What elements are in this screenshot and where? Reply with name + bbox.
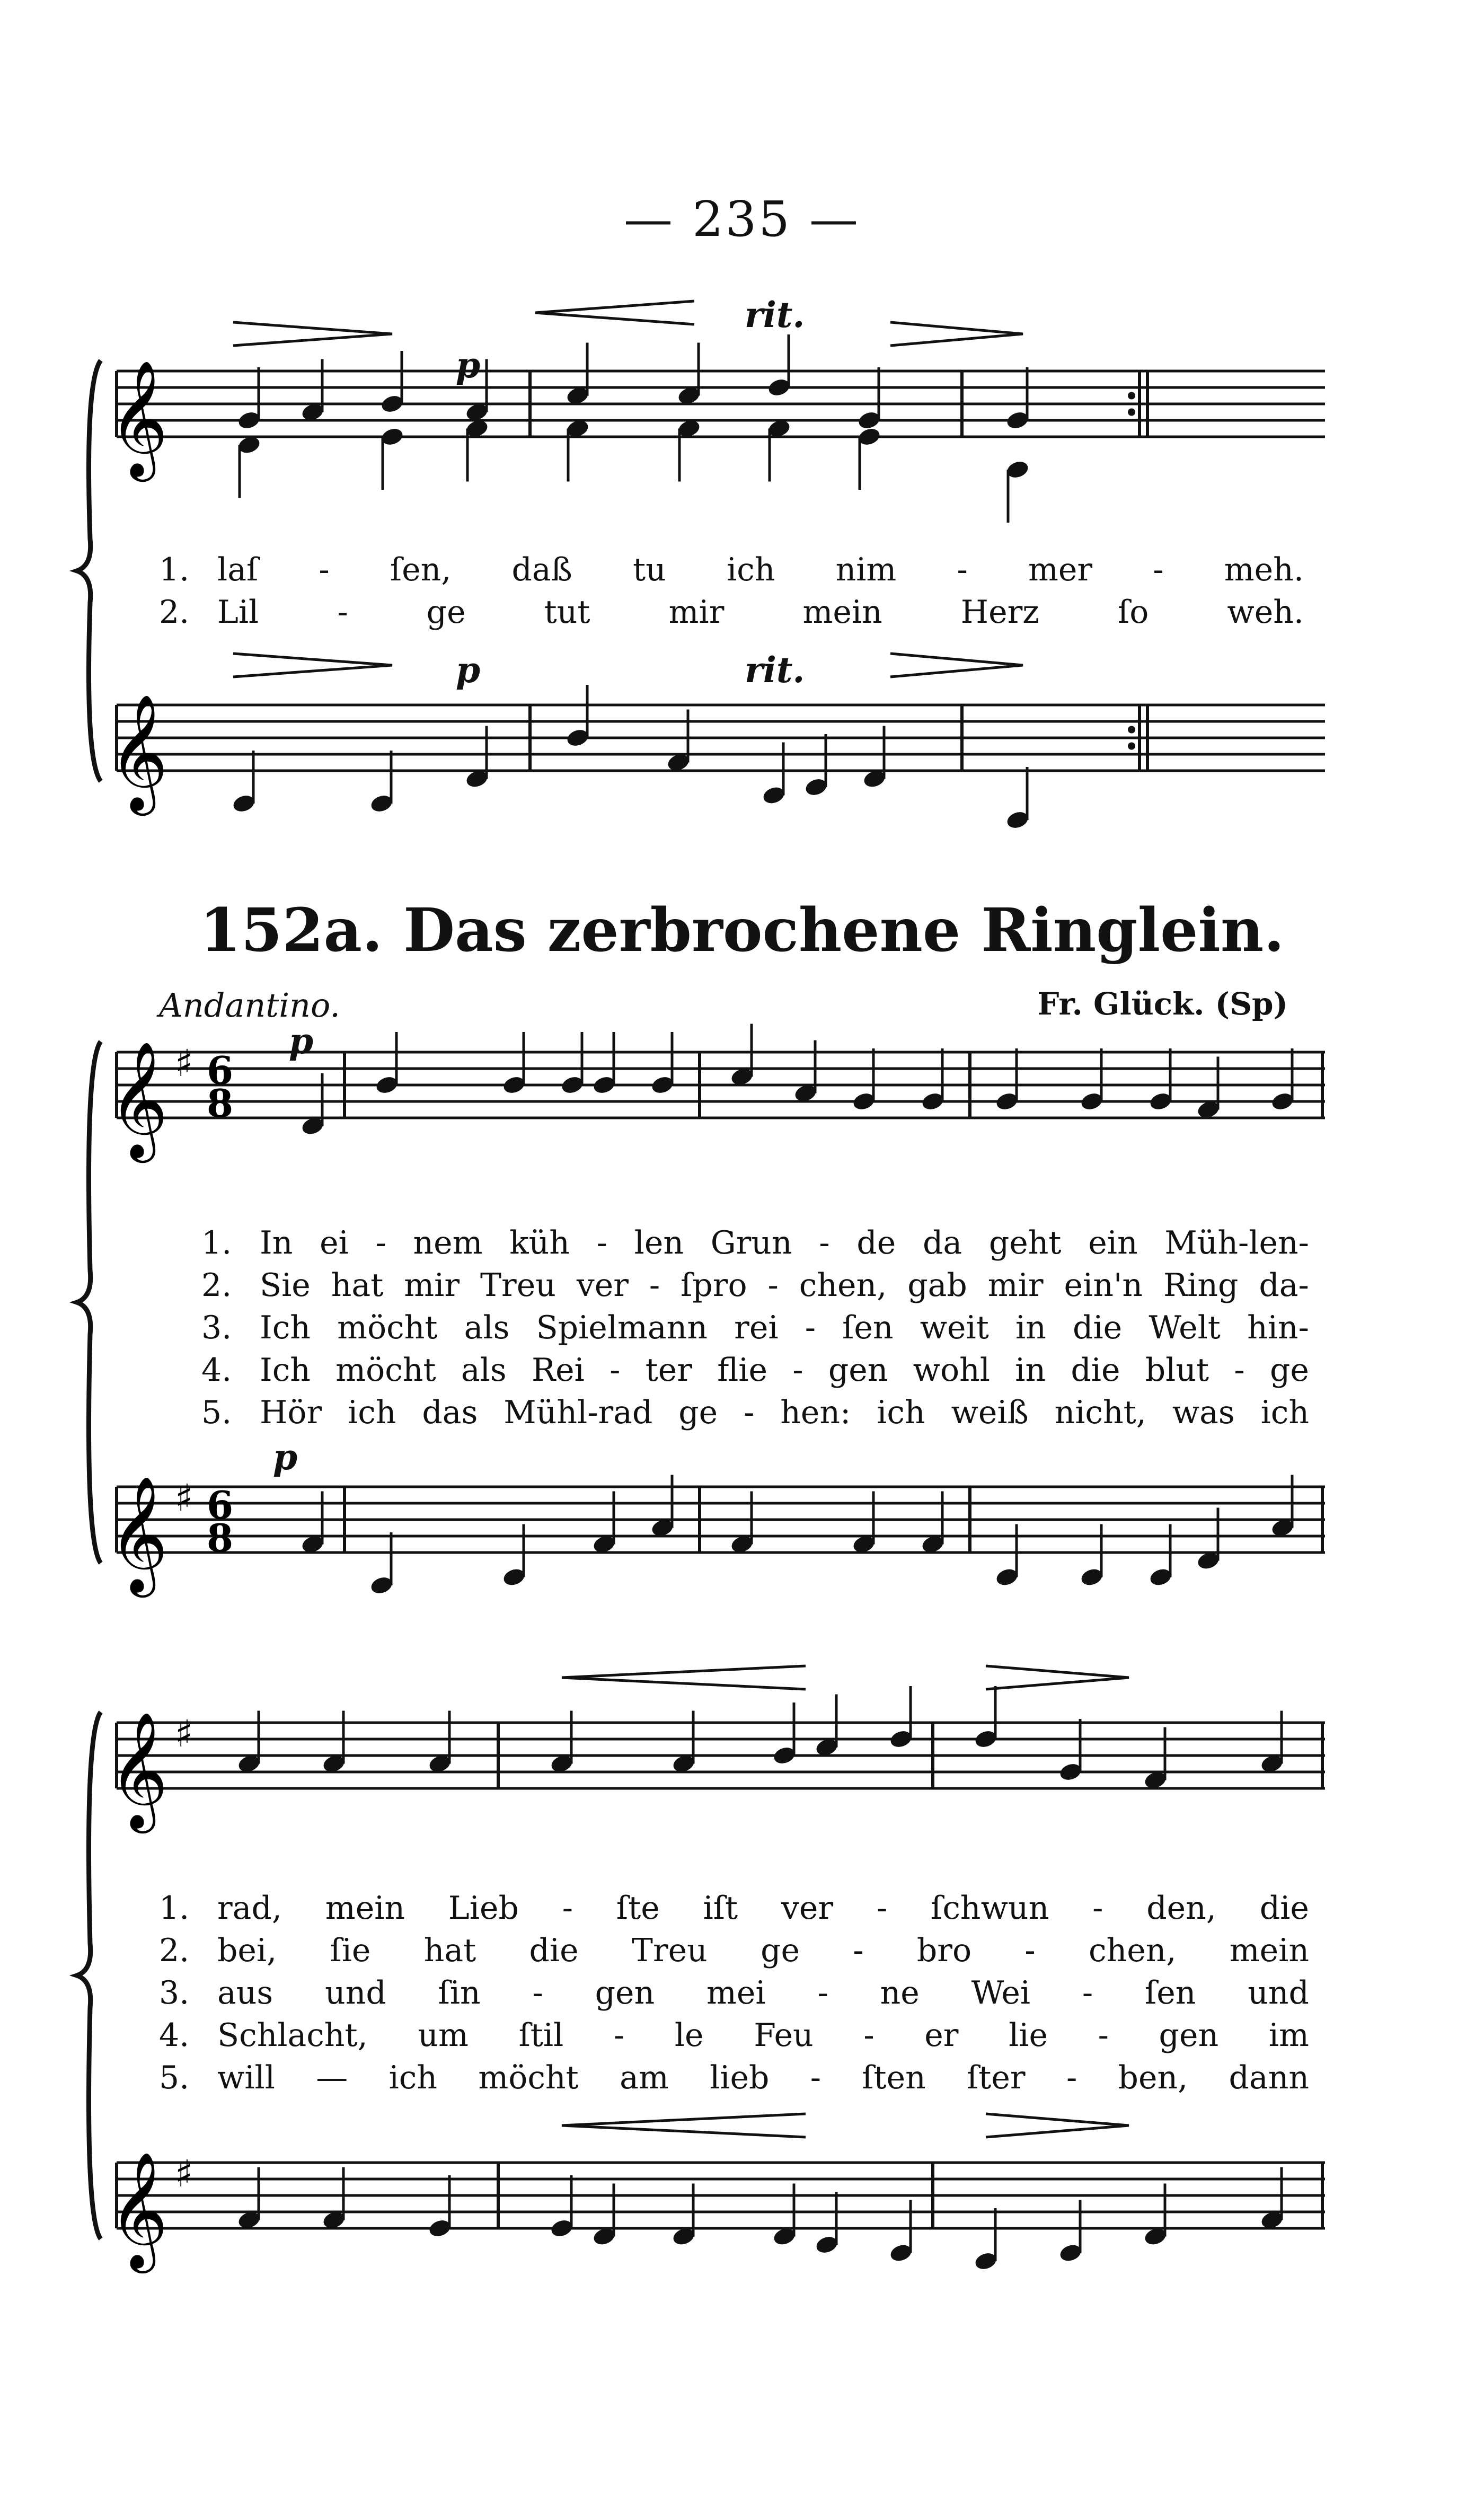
crescendo-hairpin [562,1666,806,1689]
lyric-syllable: geht [988,1224,1062,1262]
verse-words [217,2017,1309,2054]
lyric-syllable: mei [706,1974,766,2012]
verse-number: 2. [201,1267,232,1304]
lyric-syllable: ſchwun [931,1890,1049,1927]
lyric-syllable: - [1082,1974,1093,2012]
lyric-syllable: - [876,1890,888,1927]
lyric-syllable: ge [1269,1352,1309,1389]
verse-number: 4. [159,2017,190,2054]
lyric-syllable: da [922,1224,962,1262]
lyric-syllable: ge [426,594,466,631]
diminuendo-hairpin [986,1666,1129,1689]
lyric-syllable: hin- [1247,1309,1309,1346]
repeat-dot [1128,743,1135,750]
lyric-syllable: mir [987,1267,1044,1304]
lyric-syllable: in [1015,1352,1046,1389]
lyric-syllable: Sie [260,1267,311,1304]
lyric-syllable: rei [734,1309,779,1346]
lyric-syllable: um [418,2017,469,2054]
lyric-syllable: weit [920,1309,989,1346]
lyric-syllable: - [1066,2059,1077,2096]
lyric-syllable: mein [802,594,882,631]
lyric-syllable: ge [678,1394,718,1431]
verse-words [217,1974,1309,2012]
lyric-syllable: Wei [971,1974,1031,2012]
lyric-syllable: aus [217,1974,273,2012]
lyric-syllable: - [744,1394,755,1431]
verse-words [217,2059,1309,2096]
verse-words [217,1890,1309,1927]
lyric-syllable: dann [1229,2059,1309,2096]
lyric-syllable: Hör [260,1394,322,1431]
verse-number: 1. [159,551,190,588]
lyric-syllable: als [461,1352,507,1389]
verse-words [217,551,1304,588]
lyric-syllable: ſen [842,1309,894,1346]
lyric-syllable: den, [1146,1890,1216,1927]
song-system1-verse-4 [201,1352,1309,1389]
repeat-dot [1128,726,1135,734]
lyric-syllable: - [649,1267,660,1304]
lyric-syllable: rad, [217,1890,282,1927]
lyric-syllable: was [1172,1394,1235,1431]
lyric-syllable: ich [1260,1394,1309,1431]
lyric-syllable: Ich [260,1352,311,1389]
lyric-syllable: mer [1028,551,1093,588]
lyric-syllable: - [805,1309,816,1346]
lyric-syllable: ich [726,551,775,588]
lyric-syllable: Welt [1149,1309,1221,1346]
lyric-syllable: hen: [780,1394,851,1431]
verse-words [260,1267,1309,1304]
song-system2-verse-5 [159,2059,1309,2096]
lyric-syllable: die [1259,1890,1309,1927]
lyric-syllable: Spielmann [536,1309,708,1346]
verse-number: 1. [201,1224,232,1262]
lyric-syllable: tut [544,594,590,631]
lyric-syllable: er [924,2017,959,2054]
lyric-syllable: - [610,1352,621,1389]
treble-clef: 𝄞 [109,2151,169,2268]
lyric-syllable: ſter [967,2059,1026,2096]
treble-clef: 𝄞 [109,1711,169,1828]
lyric-syllable: ſen, [390,551,452,588]
lyric-syllable: - [1098,2017,1109,2054]
tempo-marking: Andantino. [159,986,340,1025]
lyric-syllable: am [620,2059,669,2096]
lyric-syllable: ſten [862,2059,926,2096]
diminuendo-hairpin [890,654,1023,677]
song-system2-verse-4 [159,2017,1309,2054]
diminuendo-hairpin [986,2114,1129,2137]
repeat-dot [1128,409,1135,416]
lyric-syllable: - [1024,1932,1036,1969]
ritardando-top-piano: rit. [745,649,805,691]
lyric-syllable: lieb [710,2059,770,2096]
lyric-syllable: ich [388,2059,438,2096]
song-title: 152a. Das zerbrochene Ringlein. [199,896,1285,965]
lyric-syllable: ein [1088,1224,1138,1262]
lyric-syllable: Herz [960,594,1039,631]
treble-clef: 𝄞 [109,359,169,477]
lyric-syllable: hat [331,1267,384,1304]
system-brace [77,1712,101,2239]
verse-number: 5. [159,2059,190,2096]
composer-credit: Fr. Glück. (Sp) [1037,986,1288,1022]
song-system2-verse-1 [159,1890,1309,1927]
lyric-syllable: ſen [1145,1974,1196,2012]
lyric-syllable: Müh-len- [1164,1224,1309,1262]
lyric-syllable: - [562,1890,573,1927]
page-number: — 235 — [623,191,861,248]
lyric-syllable: ver [576,1267,629,1304]
lyric-syllable: Lil [217,594,259,631]
top-verse-2 [159,594,1304,631]
lyric-syllable: weh. [1227,594,1304,631]
key-signature-sharp: ♯ [175,1712,193,1756]
lyric-syllable: Mühl-rad [504,1394,653,1431]
verse-words [260,1352,1309,1389]
repeat-dot [1128,392,1135,400]
lyric-syllable: und [1248,1974,1309,2012]
lyric-syllable: als [464,1309,510,1346]
verse-words [217,1932,1309,1969]
top-verse-1 [159,551,1304,588]
lyric-syllable: im [1268,2017,1309,2054]
lyric-syllable: chen, [1088,1932,1177,1969]
lyric-syllable: de [856,1224,896,1262]
lyric-syllable: die [1071,1352,1120,1389]
song-system2-verse-3 [159,1974,1309,2012]
diminuendo-hairpin [890,322,1023,346]
verse-words [260,1394,1309,1431]
lyric-syllable: blut [1145,1352,1209,1389]
lyric-syllable: chen, [799,1267,887,1304]
song-system2-verse-2 [159,1932,1309,1969]
lyric-syllable: ne [880,1974,920,2012]
lyric-syllable: mein [1229,1932,1309,1969]
lyric-syllable: - [337,594,348,631]
lyric-syllable: - [767,1267,779,1304]
verse-number: 2. [159,1932,190,1969]
lyric-syllable: gen [828,1352,888,1389]
lyric-syllable: ſin [438,1974,481,2012]
verse-number: 4. [201,1352,232,1389]
lyric-syllable: Rei [531,1352,585,1389]
lyric-syllable: mir [404,1267,460,1304]
lyric-syllable: wohl [913,1352,990,1389]
lyric-syllable: ſte [616,1890,660,1927]
treble-clef: 𝄞 [109,693,169,810]
lyric-syllable: flie [717,1352,767,1389]
lyric-syllable: - [532,1974,543,2012]
crescendo-hairpin [535,301,694,324]
lyric-syllable: bei, [217,1932,277,1969]
diminuendo-hairpin [233,322,392,346]
song-system1-verse-1 [201,1224,1309,1262]
key-signature-sharp: ♯ [175,1042,193,1085]
lyric-syllable: Treu [631,1932,708,1969]
verse-words [217,594,1304,631]
dynamic-piano-song-piano: p [273,1436,298,1478]
system-brace [77,1042,101,1563]
lyric-syllable: weiß [951,1394,1029,1431]
lyric-syllable: - [817,1974,828,2012]
lyric-syllable: ben, [1118,2059,1188,2096]
lyric-syllable: laſ [217,551,259,588]
lyric-syllable: - [319,551,330,588]
time-signature-den: 8 [207,1515,234,1560]
lyric-syllable: - [810,2059,821,2096]
crescendo-hairpin [562,2114,806,2137]
lyric-syllable: - [596,1224,607,1262]
lyric-syllable: le [674,2017,704,2054]
lyric-syllable: Ich [260,1309,311,1346]
lyric-syllable: ſo [1117,594,1149,631]
lyric-syllable: und [325,1974,386,2012]
lyric-syllable: nicht, [1054,1394,1146,1431]
lyric-syllable: ſie [330,1932,371,1969]
verse-words [260,1309,1309,1346]
lyric-syllable: - [957,551,968,588]
lyric-syllable: ter [645,1352,692,1389]
lyric-syllable: Ring [1163,1267,1239,1304]
lyric-syllable: hat [423,1932,476,1969]
treble-clef: 𝄞 [109,1040,169,1158]
lyric-syllable: das [422,1394,478,1431]
lyric-syllable: ein'n [1064,1267,1143,1304]
lyric-syllable: - [1234,1352,1245,1389]
lyric-syllable: iſt [703,1890,738,1927]
time-signature-num: 6 [207,1048,234,1093]
system-brace [77,360,101,781]
lyric-syllable: - [863,2017,874,2054]
lyric-syllable: da- [1259,1267,1309,1304]
lyric-syllable: len [634,1224,684,1262]
lyric-syllable: ich [348,1394,396,1431]
lyric-syllable: möcht [335,1352,436,1389]
verse-number: 5. [201,1394,232,1431]
lyric-syllable: die [529,1932,579,1969]
lyric-syllable: ich [877,1394,925,1431]
song-system1-verse-3 [201,1309,1309,1346]
lyric-syllable: meh. [1224,551,1304,588]
lyric-syllable: - [792,1352,803,1389]
lyric-syllable: Lieb [448,1890,519,1927]
treble-clef: 𝄞 [109,1475,169,1592]
time-signature-num: 6 [207,1483,234,1528]
verse-number: 3. [159,1974,190,2012]
key-signature-sharp: ♯ [175,2152,193,2195]
lyric-syllable: möcht [337,1309,438,1346]
verse-words [260,1224,1309,1262]
lyric-syllable: - [1092,1890,1103,1927]
lyric-syllable: ei [320,1224,349,1262]
time-signature-den: 8 [207,1081,234,1126]
song-system1-verse-2 [201,1267,1309,1304]
lyric-syllable: ſtil [518,2017,564,2054]
lyric-syllable: in [1015,1309,1046,1346]
lyric-syllable: ver [781,1890,834,1927]
dynamic-piano-top-piano: p [456,649,481,691]
lyric-syllable: - [819,1224,830,1262]
lyric-syllable: — [316,2059,348,2096]
lyric-syllable: die [1073,1309,1123,1346]
lyric-syllable: mir [668,594,725,631]
lyric-syllable: ſpro [681,1267,747,1304]
lyric-syllable: mein [325,1890,405,1927]
lyric-syllable: will [217,2059,275,2096]
lyric-syllable: nem [413,1224,483,1262]
lyric-syllable: küh [509,1224,570,1262]
lyric-syllable: ge [761,1932,800,1969]
lyric-syllable: daß [511,551,572,588]
verse-number: 3. [201,1309,232,1346]
lyric-syllable: gab [907,1267,967,1304]
dynamic-piano-top-voice: p [456,345,481,386]
key-signature-sharp: ♯ [175,1476,193,1520]
lyric-syllable: bro [916,1932,972,1969]
lyric-syllable: gen [595,1974,655,2012]
song-system1-verse-5 [201,1394,1309,1431]
ritardando-top-voice: rit. [745,294,805,336]
lyric-syllable: lie [1009,2017,1048,2054]
lyric-syllable: - [853,1932,864,1969]
lyric-syllable: Feu [754,2017,814,2054]
verse-number: 1. [159,1890,190,1927]
lyric-syllable: - [375,1224,386,1262]
diminuendo-hairpin [233,654,392,677]
lyric-syllable: - [1153,551,1164,588]
lyric-syllable: In [260,1224,293,1262]
lyric-syllable: Schlacht, [217,2017,368,2054]
lyric-syllable: Treu [480,1267,556,1304]
verse-number: 2. [159,594,190,631]
lyric-syllable: gen [1159,2017,1219,2054]
lyric-syllable: - [613,2017,625,2054]
lyric-syllable: nim [835,551,897,588]
lyric-syllable: möcht [478,2059,579,2096]
dynamic-piano-song-voice: p [289,1020,314,1062]
lyric-syllable: Grun [710,1224,792,1262]
lyric-syllable: tu [632,551,666,588]
